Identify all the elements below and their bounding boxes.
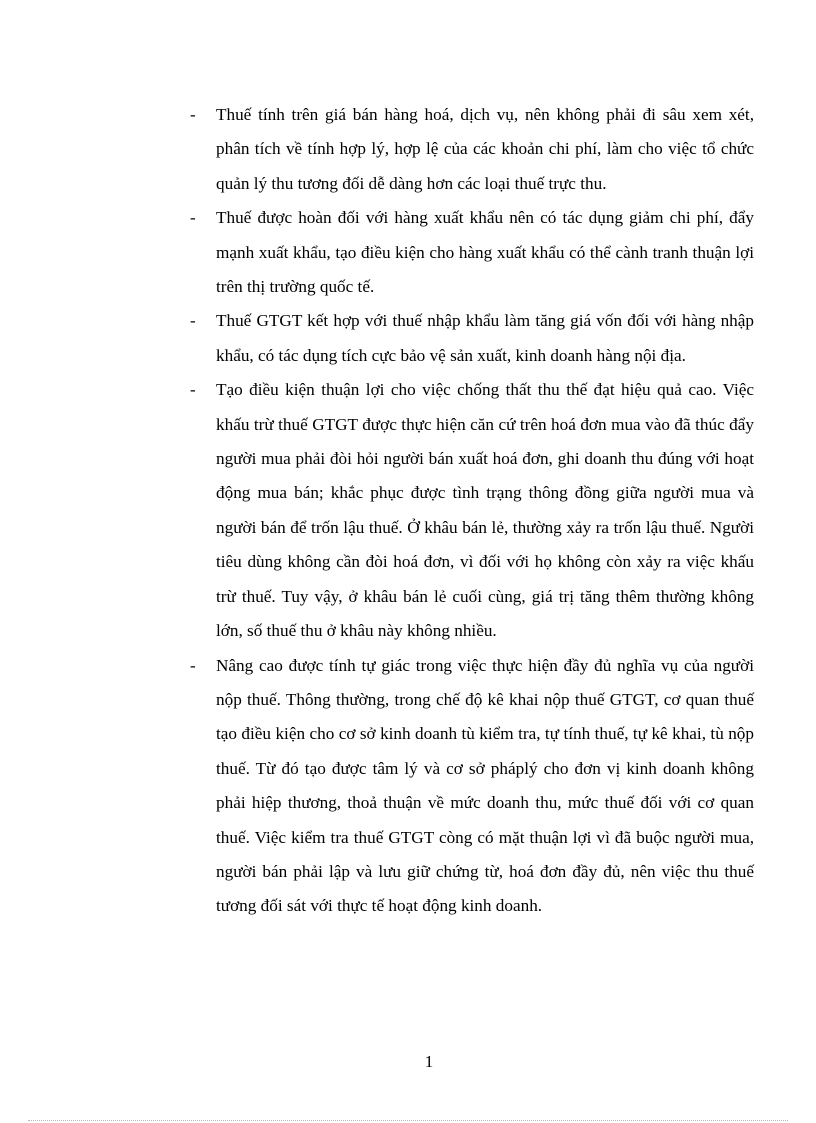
bullet-item (184, 201, 754, 304)
bullet-text: Thuế được hoàn đối với hàng xuất khẩu nên có tác dụng giảm chi phí, đẩy mạnh xuất khẩu, tạo điều kiện cho hàng xuất khẩu có thể cành tranh thuận lợi trên thị trường quốc tế. (216, 208, 754, 297)
bullet-text: Thuế GTGT kết hợp với thuế nhập khẩu làm tăng giá vốn đối với hàng nhập khẩu, có tác dụng tích cực bảo vệ sản xuất, kinh doanh hàng nội địa. (216, 311, 754, 365)
bullet-dash: - (190, 655, 196, 675)
bullet-text: Thuế tính trên giá bán hàng hoá, dịch vụ, nên không phải đi sâu xem xét, phân tích về tính hợp lý, hợp lệ của các khoản chi phí, làm cho việc tổ chức quản lý thu tương đối dễ dàng hơn các loại thuế trực thu. (216, 105, 754, 193)
bullet-item (184, 98, 754, 201)
bullet-item (184, 649, 754, 924)
bullet-item (184, 304, 754, 373)
bullet-dash: - (190, 208, 196, 228)
page-break-divider (28, 1120, 788, 1121)
bullet-dash: - (190, 105, 196, 124)
bullet-dash: - (190, 311, 196, 331)
page-number: 1 (424, 1052, 434, 1071)
bullet-dash: - (190, 380, 196, 400)
bullet-text: Tạo điều kiện thuận lợi cho việc chống thất thu thế đạt hiệu quả cao. Việc khấu trừ thuế GTGT được thực hiện căn cứ trên hoá đơn mua vào đã thúc đẩy người mua phải đòi hỏi người bán xuất hoá đơn, ghi doanh thu đúng với hoạt động mua bán; khắc phục được tình trạng thông đồng giữa người mua và người bán để trốn lậu thuế. Ở khâu bán lẻ, thường xảy ra trốn lậu thuế. Người tiêu dùng không cần đòi hoá đơn, vì đối với họ không còn xảy ra việc khấu trừ thuế. Tuy vậy, ở khâu bán lẻ cuối cùng, giá trị tăng thêm thường không lớn, số thuế thu ở khâu này không nhiều. (216, 380, 754, 641)
bullet-list (184, 98, 754, 924)
bullet-item (184, 373, 754, 648)
bullet-text: Nâng cao được tính tự giác trong việc thực hiện đầy đủ nghĩa vụ của người nộp thuế. Thông thường, trong chế độ kê khai nộp thuế GTGT, cơ quan thuế tạo điều kiện cho cơ sở kinh doanh tù kiểm tra, tự tính thuế, tự kê khai, tù nộp thuế. Từ đó tạo được tâm lý và cơ sở pháplý cho đơn vị kinh doanh không phải hiệp thương, thoả thuận về mức doanh thu, mức thuế đối với cơ quan thuế. Việc kiểm tra thuế GTGT còng có mặt thuận lợi vì đã buộc người mua, người bán phải lập và lưu giữ chứng từ, hoá đơn đầy đủ, nên việc thu thuế tương đối sát với thực tế hoạt động kinh doanh. (216, 655, 754, 916)
